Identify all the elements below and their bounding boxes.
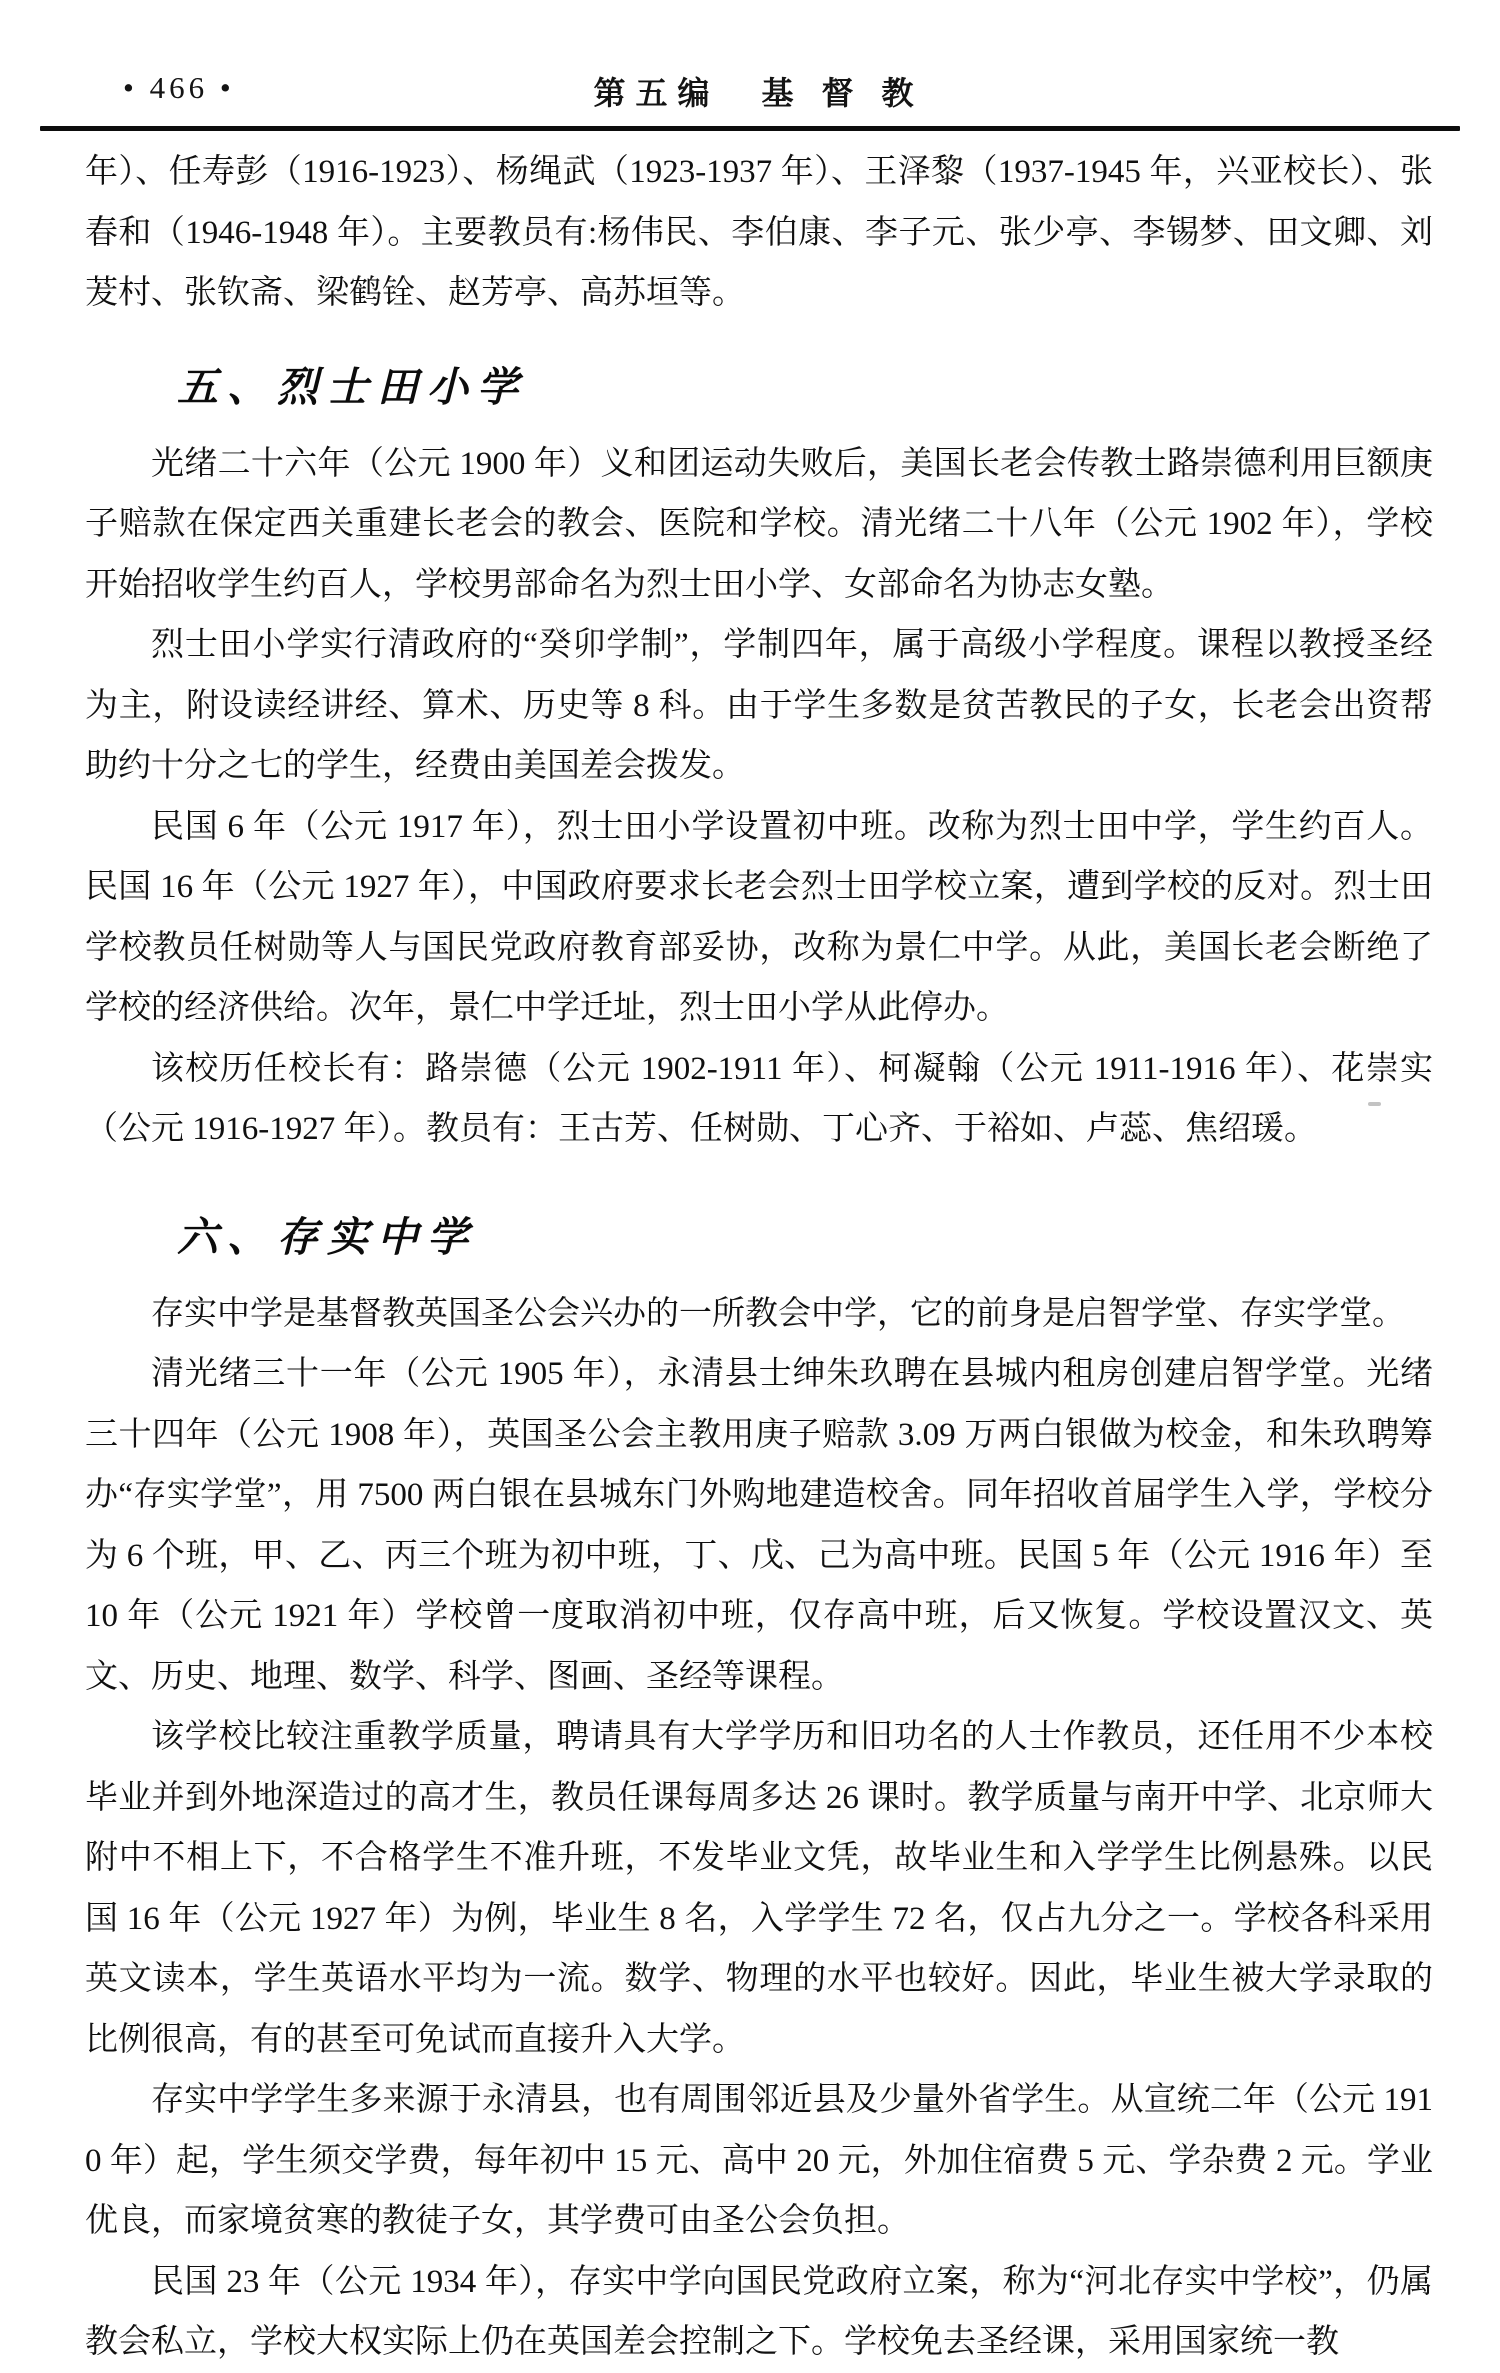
continuation-paragraph: 年）、任寿彭（1916-1923）、杨绳武（1923-1937 年）、王泽黎（1937-1945 年，兴亚校长）、张春和（1946-1948 年）。主要教员有:杨伟民、李伯康、李子元、张少亭、李锡梦、田文卿、刘茇村、张钦斋、梁鹤铨、赵芳亭、高苏垣等。: [85, 154, 1433, 311]
page-body: [85, 142, 1433, 2373]
paragraph-lieshitian-history: 民国 6 年（公元 1917 年），烈士田小学设置初中班。改称为烈士田中学，学生约百人。民国 16 年（公元 1927 年），中国政府要求长老会烈士田学校立案，遭到学校的反对。烈士田学校教员任树勋等人与国民党政府教育部妥协，改称为景仁中学。从此，美国长老会断绝了学校的经济供给。次年，景仁中学迁址，烈士田小学从此停办。: [85, 808, 1433, 1026]
running-head: [85, 52, 1432, 111]
paragraph-cunshi-founding: 清光绪三十一年（公元 1905 年），永清县士绅朱玖聘在县城内租房创建启智学堂。光绪三十四年（公元 1908 年），英国圣公会主教用庚子赔款 3.09 万两白银做为校金，和朱玖聘筹办“存实学堂”，用 7500 两白银在县城东门外购地建造校舍。同年招收首届学生入学，学校分为 6 个班，甲、乙、丙三个班为初中班，丁、戊、己为高中班。民国 5 年（公元 1916 年）至 10 年（公元 1921 年）学校曾一度取消初中班，仅存高中班，后又恢复。学校设置汉文、英文、历史、地理、数学、科学、图画、圣经等课程。: [85, 1356, 1433, 1695]
paragraph-cunshi-registration: 民国 23 年（公元 1934 年），存实中学向国民党政府立案，称为“河北存实中学校”，仍属教会私立，学校大权实际上仍在英国差会控制之下。学校免去圣经课，采用国家统一教: [85, 2263, 1433, 2360]
paragraph-cunshi-quality: 该学校比较注重教学质量，聘请具有大学学历和旧功名的人士作教员，还任用不少本校毕业并到外地深造过的高才生，教员任课每周多达 26 课时。教学质量与南开中学、北京师大附中不相上下，不合格学生不准升班，不发毕业文凭，故毕业生和入学学生比例悬殊。以民国 16 年（公元 1927 年）为例，毕业生 8 名，入学学生 72 名，仅占九分之一。学校各科采用英文读本，学生英语水平均为一流。数学、物理的水平也较好。因此，毕业生被大学录取的比例很高，有的甚至可免试而直接升入大学。: [85, 1719, 1433, 2058]
page-number: • 466 •: [123, 70, 235, 105]
paragraph-lieshitian-founding: 光绪二十六年（公元 1900 年）义和团运动失败后，美国长老会传教士路崇德利用巨额庚子赔款在保定西关重建长老会的教会、医院和学校。清光绪二十八年（公元 1902 年），学校开始招收学生约百人，学校男部命名为烈士田小学、女部命名为协志女塾。: [85, 445, 1433, 603]
paragraph-lieshitian-principals: 该校历任校长有：路崇德（公元 1902-1911 年）、柯凝翰（公元 1911-1916 年）、花崇实（公元 1916-1927 年）。教员有：王古芳、任树勋、丁心齐、于裕如、卢蕊、焦绍瑗。: [85, 1050, 1433, 1147]
paragraph-lieshitian-curriculum: 烈士田小学实行清政府的“癸卯学制”，学制四年，属于高级小学程度。课程以教授圣经为主，附设读经讲经、算术、历史等 8 科。由于学生多数是贫苦教民的子女，长老会出资帮助约十分之七的学生，经费由美国差会拨发。: [85, 627, 1433, 784]
section-heading-cunshi-middle-school: 六、存实中学: [177, 1213, 477, 1260]
edition-title: 第五编 基 督 教: [593, 75, 924, 111]
header-divider-rule: [40, 126, 1460, 131]
paragraph-cunshi-students-fees: 存实中学学生多来源于永清县，也有周围邻近县及少量外省学生。从宣统二年（公元 1910 年）起，学生须交学费，每年初中 15 元、高中 20 元，外加住宿费 5 元、学杂费 2 元。学业优良，而家境贫寒的教徒子女，其学费可由圣公会负担。: [85, 2082, 1433, 2239]
section-heading-lieshitian-primary-school: 五、烈士田小学: [177, 363, 527, 410]
paragraph-cunshi-intro: 存实中学是基督教英国圣公会兴办的一所教会中学，它的前身是启智学堂、存实学堂。: [151, 1295, 1405, 1332]
